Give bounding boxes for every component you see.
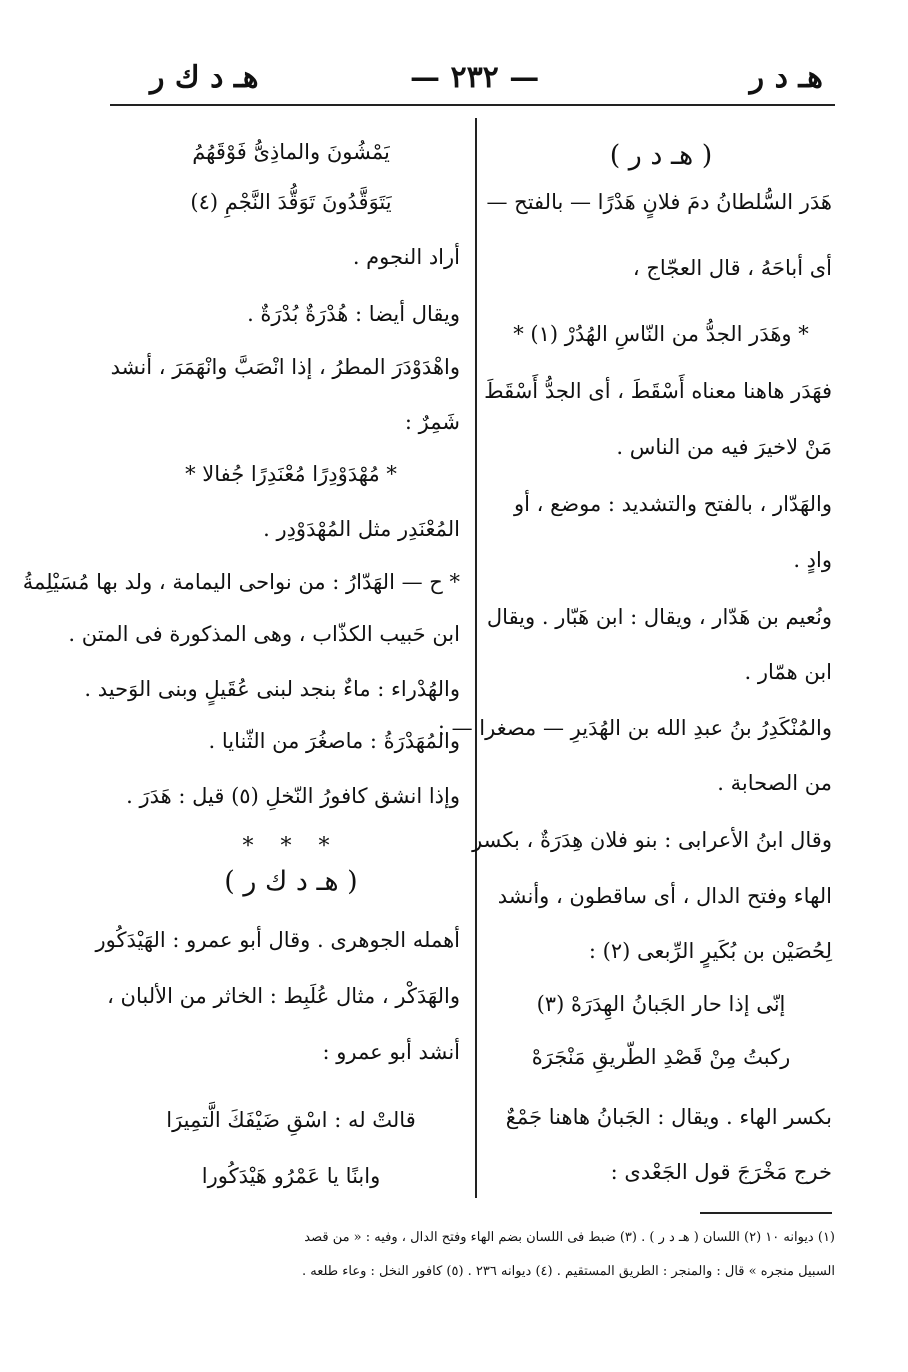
text-line: المُعْنَدِر مثل المُهْدَوْدِر .: [263, 517, 460, 541]
footnote-line: (١) ديوانه ١٠ (٢) اللسان ( هـ د ر ) . (٣) ضبط فى اللسان بضم الهاء وفتح الدال ، وفيه : « من قصد: [304, 1230, 835, 1245]
entry-heading: ( هـ د ر ): [609, 140, 713, 171]
text-line: والهُدْراء : ماءٌ بنجد لبنى عُقَيلٍ وبنى الوَحيد .: [84, 677, 460, 701]
verse-line: إنّى إذا حار الجَبانُ الهِدَرَهْ (٣): [536, 992, 786, 1016]
column-divider: [475, 118, 477, 1198]
entry-heading: ( هـ د ك ر ): [224, 866, 358, 897]
text-line: والمُهَدْرَةُ : ماصغُرَ من الثّنايا .: [208, 729, 460, 753]
footnote-rule: [700, 1212, 832, 1214]
text-line: ابن حَبيب الكذّاب ، وهى المذكورة فى المتن .: [68, 622, 460, 646]
left-column: [22, 140, 460, 1204]
right-column: [437, 140, 832, 1200]
text-line: خرج مَخْرَجَ قول الجَعْدى :: [610, 1160, 832, 1184]
text-line: هَدَر السُّلطانُ دمَ فلانٍ هَدْرًا — بالفتح —: [486, 190, 832, 214]
page-number: — ٢٣٢ —: [410, 60, 540, 95]
text-line: والهَدّار ، بالفتح والتشديد : موضع ، أو: [514, 492, 832, 516]
verse-line: * وهَدَر الجدُّ من النّاسِ الهُدُرْ (١) *: [513, 322, 809, 346]
verse-line: * مُهْدَوْدِرًا مُعْنَدِرًا جُفالا *: [185, 462, 397, 486]
text-line: وادٍ .: [793, 548, 832, 572]
text-line: والمُنْكَدِرُ بنُ عبدِ الله بن الهُدَيرِ — مصغرا — :: [437, 716, 832, 740]
text-line: وقال ابنُ الأعرابى : بنو فلان هِدَرَةٌ ، بكسر: [472, 828, 832, 852]
text-line: ابن همّار .: [744, 660, 832, 684]
text-line: ونُعيم بن هَدّار ، ويقال : ابن هَبّار . ويقال: [486, 605, 832, 629]
verse-line: وابنًا يا عَمْرُو هَيْدَكُورا: [201, 1164, 381, 1188]
text-line: أراد النجوم .: [352, 245, 460, 269]
verse-line: يَتَوَقَّدُونَ تَوَقُّدَ النَّجْمِ (٤): [190, 190, 392, 214]
running-head-left: هـ د ك ر: [150, 60, 259, 95]
verse-line: قالتْ له : اسْقِ ضَيْفَكَ الَّتمِيرَا: [166, 1108, 416, 1132]
section-separator: * * *: [242, 834, 340, 859]
verse-line: ركبتُ مِنْ قَصْدِ الطّريقِ مَنْجَرَهْ: [531, 1045, 791, 1069]
text-line: فهَدَر هاهنا معناه أَسْقَطَ ، أى الجدُّ أَسْقَطَ: [484, 379, 832, 403]
text-line: واهْدَوْدَرَ المطرُ ، إذا انْصَبَّ وانْهَمَرَ ، أنشد: [110, 355, 460, 379]
text-line: وإذا انشق كافورُ النّخلِ (٥) قيل : هَدَرَ .: [126, 784, 460, 808]
header-rule: [110, 104, 835, 106]
text-line: * ح — الهَدّارُ : من نواحى اليمامة ، ولد بها مُسَيْلِمةُ: [22, 570, 460, 594]
text-line: الهاء وفتح الدال ، أى ساقطون ، وأنشد: [497, 884, 832, 908]
text-line: من الصحابة .: [717, 771, 832, 795]
text-line: أى أباحَهُ ، قال العجّاج ،: [632, 256, 832, 280]
text-line: ويقال أيضا : هُدْرَةٌ بُدْرَةٌ .: [247, 302, 460, 326]
text-line: أهمله الجوهرى . وقال أبو عمرو : الهَيْدَكُور: [95, 928, 460, 952]
text-line: والهَدَكْر ، مثال عُلَبِط : الخاثر من الألبان ،: [107, 984, 460, 1008]
text-line: مَنْ لاخيرَ فيه من الناس .: [616, 435, 832, 459]
text-line: أنشد أبو عمرو :: [322, 1040, 460, 1064]
running-head-right: هـ د ر: [749, 60, 823, 95]
text-line: بكسر الهاء . ويقال : الجَبانُ هاهنا جَمْعٌ: [505, 1105, 832, 1129]
text-line: لِحُصَيْن بن بُكَيرٍ الرِّبعى (٢) :: [588, 939, 832, 963]
verse-line: يَمْشُونَ والماذِىُّ فَوْقَهُمُ: [192, 140, 390, 164]
footnote-line: السبيل منجره » قال : والمنجر : الطريق المستقيم . (٤) ديوانه ٢٣٦ . (٥) كافور النخل : وعاء طلعه .: [302, 1264, 835, 1279]
text-line: شَمِرٌ :: [404, 410, 460, 434]
